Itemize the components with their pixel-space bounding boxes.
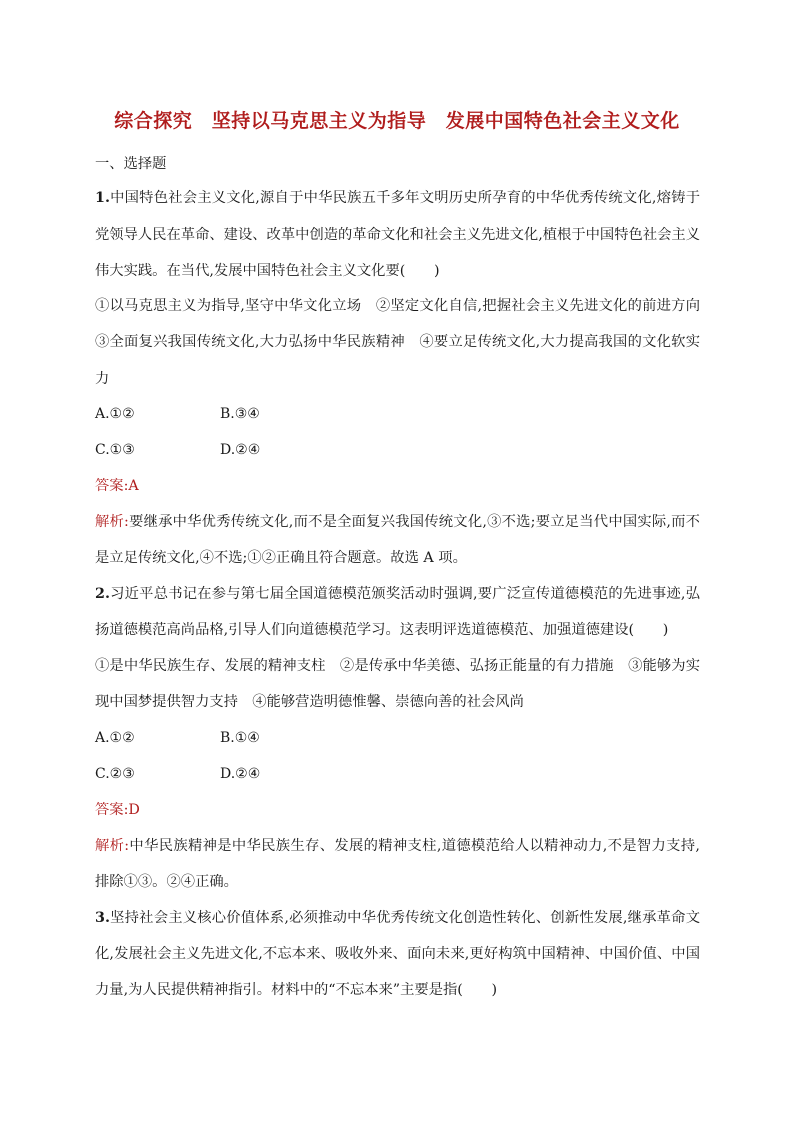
q2-option-c: C.②③ [95, 766, 135, 782]
q2-option-a: A.①② [95, 730, 135, 746]
q3-number: 3. [95, 910, 110, 926]
q2-stem-line-2: 扬道德模范高尚品格,引导人们向道德模范学习。这表明评选道德模范、加强道德建设( ) [95, 622, 669, 638]
q1-analysis-line-2: 是立足传统文化,④不选;①②正确且符合题意。故选 A 项。 [95, 550, 467, 566]
q1-stem-line-2: 党领导人民在革命、建设、改革中创造的革命文化和社会主义先进文化,植根于中国特色社会主义 [95, 227, 701, 243]
q3-stem-line-3: 力量,为人民提供精神指引。材料中的“不忘本来”主要是指( ) [95, 982, 498, 998]
q1-statement-line-1: ①以马克思主义为指导,坚守中华文化立场 ②坚定文化自信,把握社会主义先进文化的前进方向 [95, 298, 700, 314]
q2-stem-line-1: 2.习近平总书记在参与第七届全国道德模范颁奖活动时强调,要广泛宣传道德模范的先进事迹,弘 [95, 586, 700, 602]
q1-option-d: D.②④ [220, 442, 261, 458]
q2-analysis-label: 解析: [95, 838, 130, 854]
q2-statement-line-2: 现中国梦提供智力支持 ④能够营造明德惟馨、崇德向善的社会风尚 [95, 694, 524, 710]
q1-answer: 答案:A [95, 478, 139, 494]
q2-statement-line-1: ①是中华民族生存、发展的精神支柱 ②是传承中华美德、弘扬正能量的有力措施 ③能够为实 [95, 658, 700, 674]
q1-number: 1. [95, 190, 110, 206]
q2-option-b: B.①④ [220, 730, 260, 746]
q1-statement-line-3: 力 [95, 371, 110, 387]
q2-option-d: D.②④ [220, 766, 261, 782]
section-heading: 一、选择题 [95, 156, 167, 172]
q1-analysis-line-1: 解析:要继承中华优秀传统文化,而不是全面复兴我国传统文化,③不选;要立足当代中国实际,而不 [95, 514, 700, 530]
q1-option-a: A.①② [95, 406, 135, 422]
q1-statement-line-2: ③全面复兴我国传统文化,大力弘扬中华民族精神 ④要立足传统文化,大力提高我国的文化软实 [95, 334, 700, 350]
q2-analysis-line-1: 解析:中华民族精神是中华民族生存、发展的精神支柱,道德模范给人以精神动力,不是智力支持, [95, 838, 700, 854]
page-title: 综合探究 坚持以马克思主义为指导 发展中国特色社会主义文化 [114, 110, 680, 132]
q1-stem-line-3: 伟大实践。在当代,发展中国特色社会主义文化要( ) [95, 263, 440, 279]
q1-option-c: C.①③ [95, 442, 135, 458]
q3-stem-line-2: 化,发展社会主义先进文化,不忘本来、吸收外来、面向未来,更好构筑中国精神、中国价值、中国 [95, 946, 700, 962]
q1-stem-line-1: 1.中国特色社会主义文化,源自于中华民族五千多年文明历史所孕育的中华优秀传统文化,熔铸于 [95, 190, 700, 206]
q2-number: 2. [95, 586, 110, 602]
q1-option-b: B.③④ [220, 406, 260, 422]
q2-analysis-line-2: 排除①③。②④正确。 [95, 874, 238, 890]
q1-analysis-label: 解析: [95, 514, 129, 530]
q2-answer: 答案:D [95, 802, 140, 818]
q3-stem-line-1: 3.坚持社会主义核心价值体系,必须推动中华优秀传统文化创造性转化、创新性发展,继承革命文 [95, 910, 700, 926]
